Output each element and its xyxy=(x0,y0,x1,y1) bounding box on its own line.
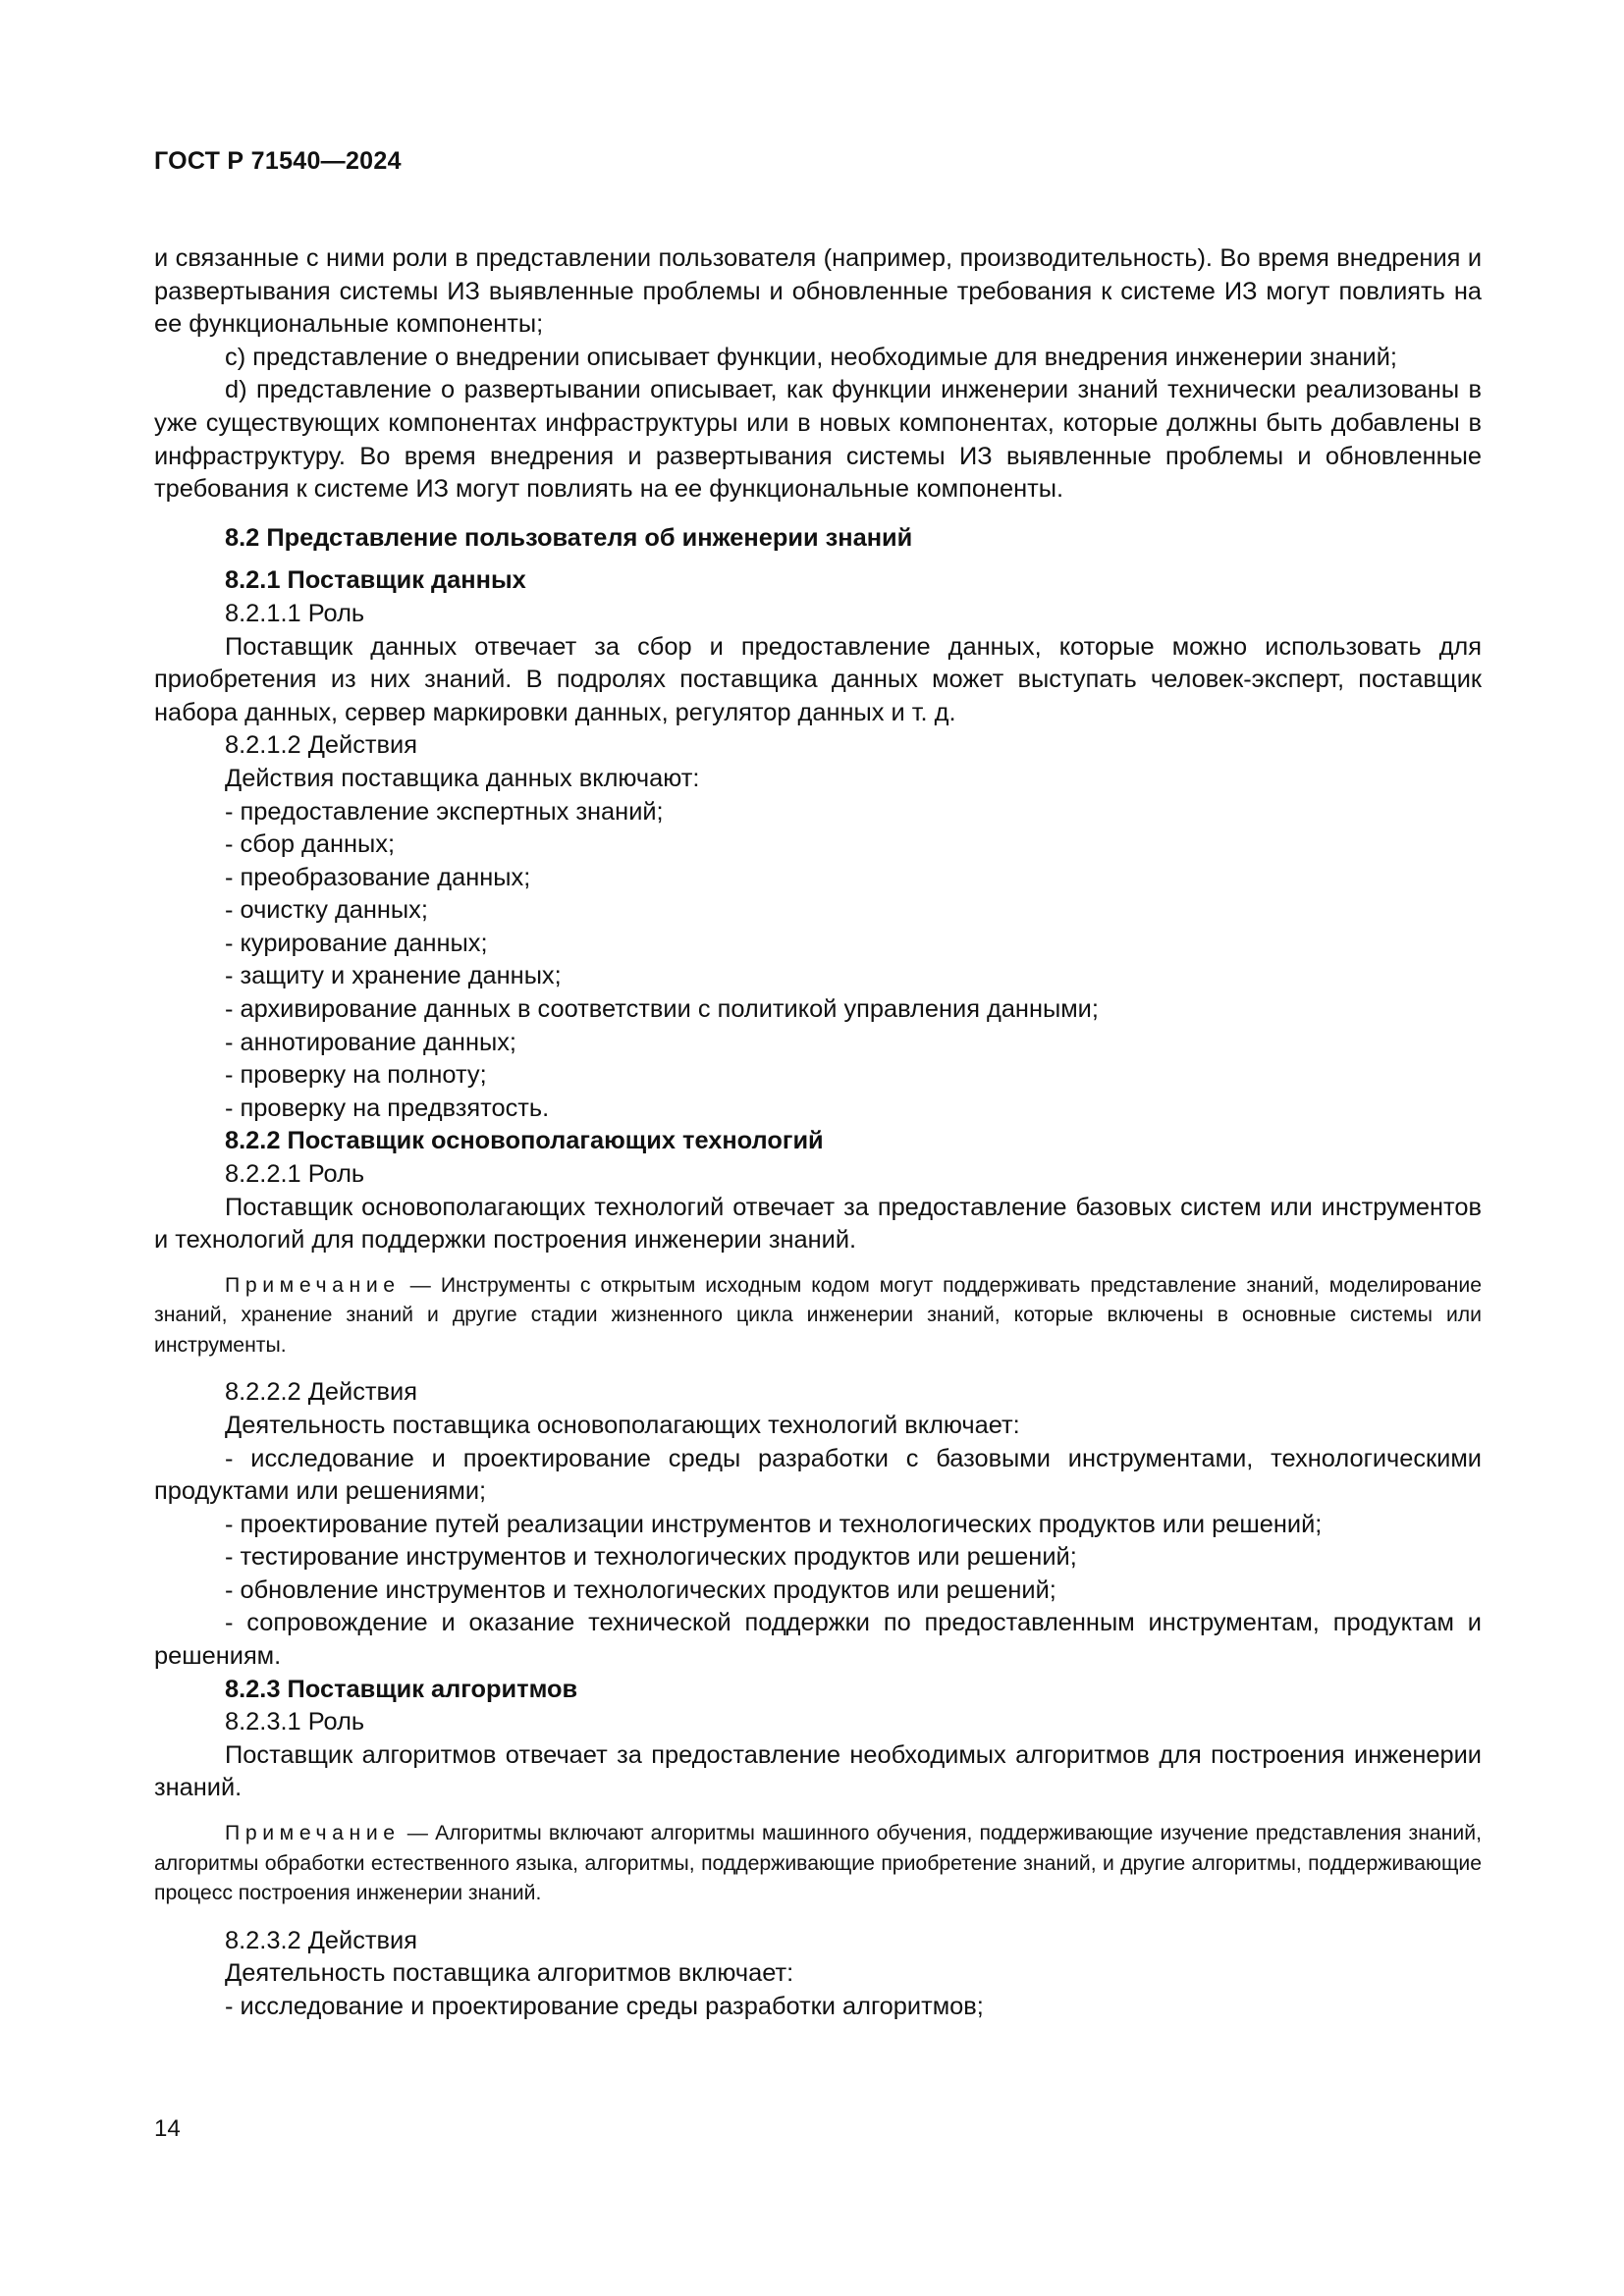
list-item: - аннотирование данных; xyxy=(225,1028,516,1056)
document-body xyxy=(154,242,1482,2023)
list-item: - обновление инструментов и технологических продуктов или решений; xyxy=(225,1575,1056,1604)
page-number: 14 xyxy=(154,2115,181,2142)
note-8-2-2-1 xyxy=(154,1271,1482,1362)
paragraph-8-2-2-1: Поставщик основополагающих технологий отвечает за предоставление базовых систем или инструментов и технологий для поддержки построения инженерии знаний. xyxy=(154,1193,1482,1255)
document-page xyxy=(154,147,1482,2023)
section-heading-8-2-3: 8.2.3 Поставщик алгоритмов xyxy=(225,1675,578,1703)
paragraph-8-2-3-1: Поставщик алгоритмов отвечает за предоставление необходимых алгоритмов для построения инженерии знаний. xyxy=(154,1740,1482,1802)
paragraph-8-2-3-2: Деятельность поставщика алгоритмов включает: xyxy=(225,1959,794,1988)
section-heading-8-2: 8.2 Представление пользователя об инженерии знаний xyxy=(225,523,913,552)
paragraph-item-d: d) представление о развертывании описывает, как функции инженерии знаний технически реализованы в уже существующих компонентах инфраструктуры или в новых компонентах, которые должны быть добавлены в инфраструктуру. Во время внедрения и развертывания системы ИЗ выявленные проблемы и обновленные требования к системе ИЗ могут повлиять на ее функциональные компоненты. xyxy=(154,376,1482,504)
subsection-heading-8-2-3-1: 8.2.3.1 Роль xyxy=(225,1708,365,1736)
section-heading-8-2-1: 8.2.1 Поставщик данных xyxy=(225,566,526,595)
list-item: - сбор данных; xyxy=(225,830,396,859)
list-item: - исследование и проектирование среды разработки алгоритмов; xyxy=(225,1992,984,2020)
list-item: - защиту и хранение данных; xyxy=(225,962,562,990)
note-8-2-3-1 xyxy=(154,1819,1482,1909)
list-item: - проверку на полноту; xyxy=(225,1061,487,1090)
note-label: Примечание xyxy=(225,1822,401,1845)
subsection-heading-8-2-3-2: 8.2.3.2 Действия xyxy=(225,1926,417,1954)
note-label: Примечание xyxy=(225,1273,401,1297)
list-item: - тестирование инструментов и технологических продуктов или решений; xyxy=(225,1543,1077,1572)
list-item: - архивирование данных в соответствии с политикой управления данными; xyxy=(225,995,1099,1024)
subsection-heading-8-2-2-2: 8.2.2.2 Действия xyxy=(225,1378,417,1407)
list-item: - курирование данных; xyxy=(225,929,488,957)
paragraph-8-2-2-2: Деятельность поставщика основополагающих технологий включает: xyxy=(225,1411,1020,1439)
note-text: — Инструменты с открытым исходным кодом могут поддерживать представление знаний, моделирование знаний, хранение знаний и другие стадии жизненного цикла инженерии знаний, которые включены в основные системы или инструменты. xyxy=(154,1273,1482,1357)
list-item: - предоставление экспертных знаний; xyxy=(225,797,664,826)
list-item: - проектирование путей реализации инструментов и технологических продуктов или решений; xyxy=(225,1510,1323,1538)
list-item: - проверку на предвзятость. xyxy=(225,1094,550,1122)
list-item: - сопровождение и оказание технической поддержки по предоставленным инструментам, продуктам и решениям. xyxy=(154,1609,1482,1671)
paragraph-continuation: и связанные с ними роли в представлении пользователя (например, производительность). Во время внедрения и развертывания системы ИЗ выявленные проблемы и обновленные требования к системе ИЗ могут повлиять на ее функциональные компоненты; xyxy=(154,244,1482,339)
list-item: - исследование и проектирование среды разработки с базовыми инструментами, технологическими продуктами или решениями; xyxy=(154,1444,1482,1506)
paragraph-8-2-1-2: Действия поставщика данных включают: xyxy=(225,764,700,792)
subsection-heading-8-2-2-1: 8.2.2.1 Роль xyxy=(225,1160,365,1189)
section-heading-8-2-2: 8.2.2 Поставщик основополагающих технологий xyxy=(225,1127,824,1155)
subsection-heading-8-2-1-2: 8.2.1.2 Действия xyxy=(225,731,417,760)
list-item: - очистку данных; xyxy=(225,896,428,925)
paragraph-8-2-1-1: Поставщик данных отвечает за сбор и предоставление данных, которые можно использовать для приобретения из них знаний. В подролях поставщика данных может выступать человек-эксперт, поставщик набора данных, сервер маркировки данных, регулятор данных и т. д. xyxy=(154,632,1482,726)
list-item: - преобразование данных; xyxy=(225,863,531,891)
paragraph-item-c: c) представление о внедрении описывает функции, необходимые для внедрения инженерии знаний; xyxy=(225,343,1397,371)
subsection-heading-8-2-1-1: 8.2.1.1 Роль xyxy=(225,599,365,627)
standard-header: ГОСТ Р 71540—2024 xyxy=(154,147,402,175)
note-text: — Алгоритмы включают алгоритмы машинного обучения, поддерживающие изучение представления знаний, алгоритмы обработки естественного языка, алгоритмы, поддерживающие приобретение знаний, и другие алгоритмы, поддерживающие процесс построения инженерии знаний. xyxy=(154,1822,1482,1905)
